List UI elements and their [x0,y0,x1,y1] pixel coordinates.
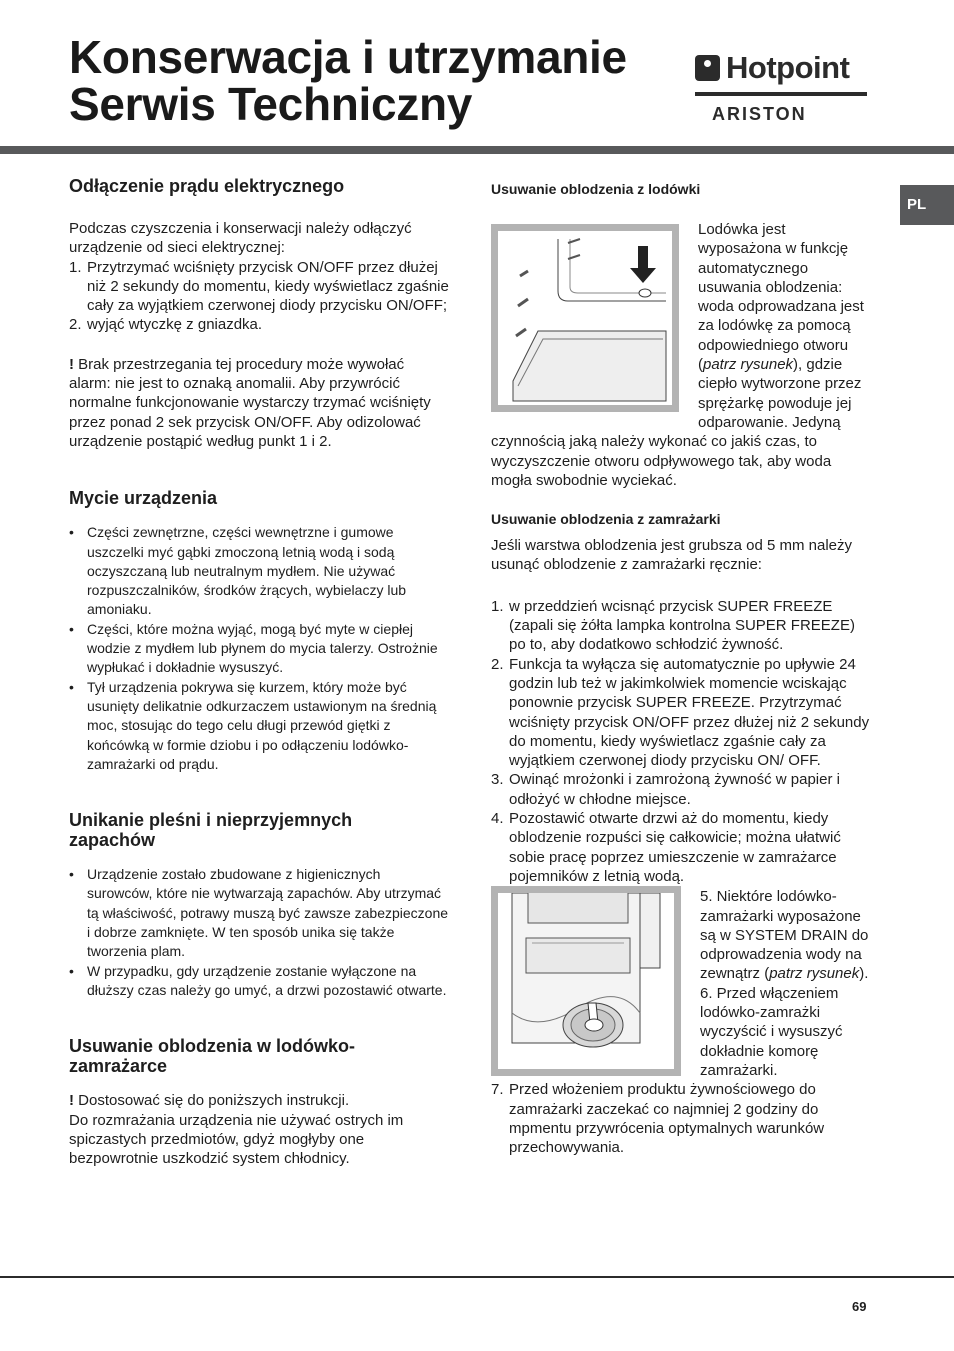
paragraph: Jeśli warstwa oblodzenia jest grubsza od 5 mm należy usunąć oblodzenie z zamrażarki ręcznie: [491,537,853,574]
paragraph: Lodówka jest wyposażona w funkcję automatycznego usuwania oblodzenia: woda odprowadzana jest za lodówkę za pomocą odpowiedniego otworu (patrz rysunek), gdzie ciepło wytworzone przez sprężarkę powoduje jej odparowanie. Jedyną czynnością jaką należy wykonać co jakiś czas, to wyczyszczenie otworu odpływowego tak, aby woda mogła swobodnie wyciekać. [491,221,864,489]
warning-mark: ! [69,1092,74,1110]
section-heading: Usuwanie oblodzenia w lodówko-zamrażarce [69,1036,356,1077]
warning-paragraph: ! Dostosować się do poniższych instrukcji. [69,1092,350,1110]
numbered-list [69,258,449,335]
bullet-list [69,523,449,774]
paragraph: Do rozmrażania urządzenia nie używać ostrych im spiczastych przedmiotów, gdyż mogłyby one bezpowrotnie uszkodzić system chłodnicy. [69,1111,404,1168]
list-item: 7. Przed włożeniem produktu żywnościowego do zamrażarki zaczekać co najmniej 2 godziny do mpmentu przywrócenia optymalnych warunków przechowywania. [491,1081,825,1157]
section-heading: Mycie urządzenia [69,488,218,509]
page-number: 69 [852,1299,867,1314]
list-item: 1. w przeddzień wcisnąć przycisk SUPER FREEZE (zapali się żółta lampka kontrolna SUPER FREEZE) po to, aby dodatkowo schłodzić żywność. [491,597,855,654]
list-item: 4. Pozostawić otwarte drzwi aż do momentu, kiedy oblodzenie rozpuści się całkowicie; można ułatwić sobie pracę poprzez umieszczenie w zamrażarce pojemników z letnią wodą. [491,810,841,885]
numbered-list [491,1080,871,1157]
paragraph: Podczas czyszczenia i konserwacji należy odłączyć urządzenie od sieci elektrycznej: [69,220,412,257]
list-item: 1. Przytrzymać wciśnięty przycisk ON/OFF przez dłużej niż 2 sekundy do momentu, kiedy wyświetlacz zgaśnie cały za wyjątkiem czerwonej diody przycisku ON/OFF; [69,258,449,315]
title-line-1: Konserwacja i utrzymanie [69,31,627,83]
footer-divider [0,1276,954,1278]
section-heading: Usuwanie oblodzenia z lodówki [491,181,701,197]
fridge-drain-illustration [491,224,679,412]
language-tab: PL [900,185,954,225]
list-item: 3. Owinąć mrożonki i zamrożoną żywność w papier i odłożyć w chłodne miejsce. [491,771,840,808]
logo-brand: Hotpoint [726,50,850,85]
bullet-list [69,865,449,1000]
fridge-interior-icon [498,231,672,405]
system-drain-illustration [491,886,681,1076]
header-divider [0,146,954,154]
section-heading: Odłączenie prądu elektrycznego [69,176,345,196]
title-line-2: Serwis Techniczny [69,78,473,130]
logo-mark-icon [695,55,720,81]
list-item: 2. wyjąć wtyczkę z gniazdka. [69,316,263,334]
list-item: • Części, które można wyjąć, mogą być myte w ciepłej wodzie z mydłem lub płynem do mycia talerzy. Ostrożnie wypłukać i dokładnie wysuszyć. [69,620,449,678]
section-heading: Usuwanie oblodzenia z zamrażarki [491,511,721,528]
paragraph: 5. Niektóre lodówko-zamrażarki wyposażone są w SYSTEM DRAIN do odprowadzenia wody na zewnątrz (patrz rysunek). [700,888,869,983]
numbered-list [491,597,871,886]
logo-sub: ARISTON [712,104,807,124]
warning-paragraph: ! Brak przestrzegania tej procedury może wywołać alarm: nie jest to oznaką anomalii. Aby przywrócić normalne funkcjonowanie wystarczy trzymać wciśnięty przez ponad 2 sek przycisk ON/OFF. Aby odizolować urządzenie postąpić według punkt 1 i 2. [69,355,431,450]
page-title [69,31,627,130]
right-column [491,180,871,1157]
brand-logo [694,50,868,126]
freezer-drain-icon [498,893,674,1069]
logo-rule [695,92,867,96]
paragraph: 6. Przed włączeniem lodówko-zamrażki wyczyścić i wysuszyć dokładnie komorę zamrażarki. [700,984,843,1079]
list-item: 2. Funkcja ta wyłącza się automatycznie po upływie 24 godzin lub też w jakimkolwiek momencie wciskając ponownie przycisk SUPER FREEZE. Przytrzymać wciśnięty przycisk ON/OFF przez dłużej niż 2 sekundy do momentu, kiedy wyświetlacz zgaśnie cały za wyjątkiem czerwonej diody przycisku ON/ OFF. [491,655,870,770]
list-item: • Tył urządzenia pokrywa się kurzem, który może być usunięty delikatnie odkurzaczem ustawionym na średnią moc, stosując do tego celu długi przewód giętki z końcówką w formie dziobu i po odłączeniu lodówko-zamrażarki od prądu. [69,678,449,774]
left-column [69,176,449,1168]
list-item: • W przypadku, gdy urządzenie zostanie wyłączone na dłuższy czas należy go umyć, a drzwi pozostawić otwarte. [69,962,449,1001]
warning-mark: ! [69,355,74,373]
list-item: • Urządzenie zostało zbudowane z higienicznych surowców, które nie wytwarzają zapachów. Aby utrzymać tą właściwość, potrawy muszą być zawsze zabezpieczone i dobrze zamknięte. W ten sposób unika się także tworzenia plam. [69,865,449,961]
list-item: • Części zewnętrzne, części wewnętrzne i gumowe uszczelki myć gąbki zmoczoną letnią wodą i sodą oczyszczaną lub neutralnym mydłem. Nie używać rozpuszczalników, środków żrących, wybielaczy lub amoniaku. [69,523,449,619]
section-heading: Unikanie pleśni i nieprzyjemnych zapachów [69,810,353,851]
